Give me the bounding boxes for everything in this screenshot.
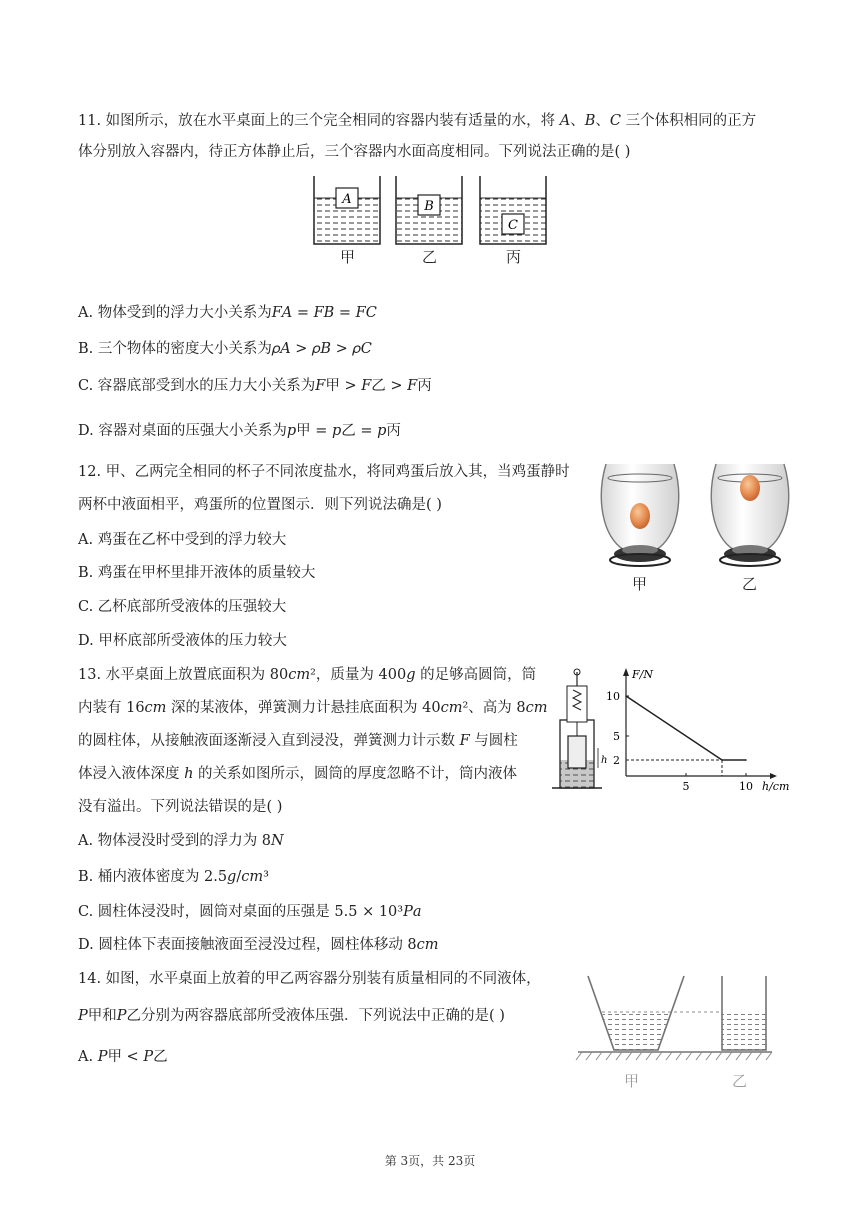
glass-yi [711, 464, 788, 566]
data-point [745, 759, 747, 761]
data-point [625, 695, 627, 697]
q14-figure [572, 972, 782, 1084]
q12-option-b: B. 鸡蛋在甲杯里排开液体的质量较大 [78, 565, 316, 581]
q14-stem-line2: 𝑃甲和𝑃乙分别为两容器底部所受液体压强．下列说法中正确的是( ) [78, 1008, 505, 1024]
q13-stem-line1: 13. 水平桌面上放置底面积为 80𝑐𝑚²，质量为 400𝑔 的足够高圆筒，筒 [78, 667, 537, 683]
apparatus-h-label: h [601, 755, 608, 766]
q11-label-jia: 甲 [340, 248, 356, 266]
q14-label-jia: 甲 [624, 1072, 640, 1090]
container-jia [314, 176, 380, 244]
x-tick-label: 10 [739, 780, 753, 793]
glass-jia [601, 464, 678, 566]
q11-stem-line2: 体分别放入容器内，待正方体静止后，三个容器内水面高度相同。下列说法正确的是( ) [78, 144, 631, 160]
q12-figure [596, 458, 796, 578]
q12-option-a: A. 鸡蛋在乙杯中受到的浮力较大 [78, 532, 287, 548]
q13-stem-line3: 的圆柱体，从接触液面逐渐浸入直到浸没，弹簧测力计示数 𝐹 与圆柱 [78, 733, 518, 749]
q14-option-a: A. 𝑃甲 < 𝑃乙 [78, 1049, 168, 1065]
q13-option-c: C. 圆柱体浸没时，圆筒对桌面的压强是 5.5 × 10³𝑃𝑎 [78, 904, 422, 920]
x-axis-arrow [770, 773, 777, 779]
q12-label-yi: 乙 [742, 575, 758, 593]
svg-text:B: B [424, 199, 434, 214]
q13-option-a: A. 物体浸没时受到的浮力为 8𝑁 [78, 833, 284, 849]
egg-jia [630, 503, 650, 529]
q11-label-yi: 乙 [422, 248, 438, 266]
y-axis-arrow [623, 668, 629, 676]
series-line [626, 696, 746, 760]
q12-option-d: D. 甲杯底部所受液体的压力较大 [78, 633, 287, 649]
data-point [721, 759, 723, 761]
y-axis-label: F/N [632, 668, 653, 681]
egg-yi [740, 475, 760, 501]
x-axis-label: h/cm [762, 780, 790, 793]
container-yi [396, 176, 462, 244]
container-bing [480, 176, 546, 244]
q13-option-d: D. 圆柱体下表面接触液面至浸没过程，圆柱体移动 8𝑐𝑚 [78, 937, 439, 953]
q12-label-jia: 甲 [632, 575, 648, 593]
q12-option-c: C. 乙杯底部所受液体的压强较大 [78, 599, 287, 615]
q13-stem-line4: 体浸入液体深度 ℎ 的关系如图所示，圆筒的厚度忽略不计，筒内液体 [78, 766, 518, 782]
q13-option-b: B. 桶内液体密度为 2.5𝑔/𝑐𝑚³ [78, 869, 269, 885]
q14-label-yi: 乙 [732, 1072, 748, 1090]
svg-text:A: A [342, 192, 352, 207]
q11-option-c: C. 容器底部受到水的压力大小关系为𝐹甲 > 𝐹乙 > 𝐹丙 [78, 378, 432, 394]
q11-stem-line1: 11. 如图所示，放在水平桌面上的三个完全相同的容器内装有适量的水，将 𝐴、𝐵、𝐶 三个体积相同的正方 [78, 113, 757, 129]
svg-text:C: C [508, 218, 518, 233]
q11-label-bing: 丙 [506, 248, 522, 266]
q11-option-a: A. 物体受到的浮力大小关系为𝐹𝐴 = 𝐹𝐵 = 𝐹𝐶 [78, 305, 377, 321]
q11-option-b: B. 三个物体的密度大小关系为𝜌𝐴 > 𝜌𝐵 > 𝜌𝐶 [78, 341, 372, 357]
y-tick-label: 5 [613, 730, 620, 743]
q13-graph [596, 664, 790, 798]
y-tick-label: 2 [613, 754, 620, 767]
q12-stem-line2: 两杯中液面相平，鸡蛋所的位置图示．则下列说法确是( ) [78, 497, 442, 513]
x-tick-label: 5 [682, 780, 690, 793]
q13-stem-line5: 没有溢出。下列说法错误的是( ) [78, 799, 283, 815]
q12-stem-line1: 12. 甲、乙两完全相同的杯子不同浓度盐水，将同鸡蛋后放入其，当鸡蛋静时 [78, 464, 570, 480]
q14-stem-line1: 14. 如图，水平桌面上放着的甲乙两容器分别装有质量相同的不同液体， [78, 971, 541, 987]
page-footer: 第 3页，共 23页 [384, 1154, 476, 1168]
q11-option-d: D. 容器对桌面的压强大小关系为𝑝甲 = 𝑝乙 = 𝑝丙 [78, 423, 401, 439]
q13-stem-line2: 内装有 16𝑐𝑚 深的某液体，弹簧测力计悬挂底面积为 40𝑐𝑚²、高为 8𝑐𝑚 [78, 700, 548, 716]
y-tick-label: 10 [606, 690, 620, 703]
